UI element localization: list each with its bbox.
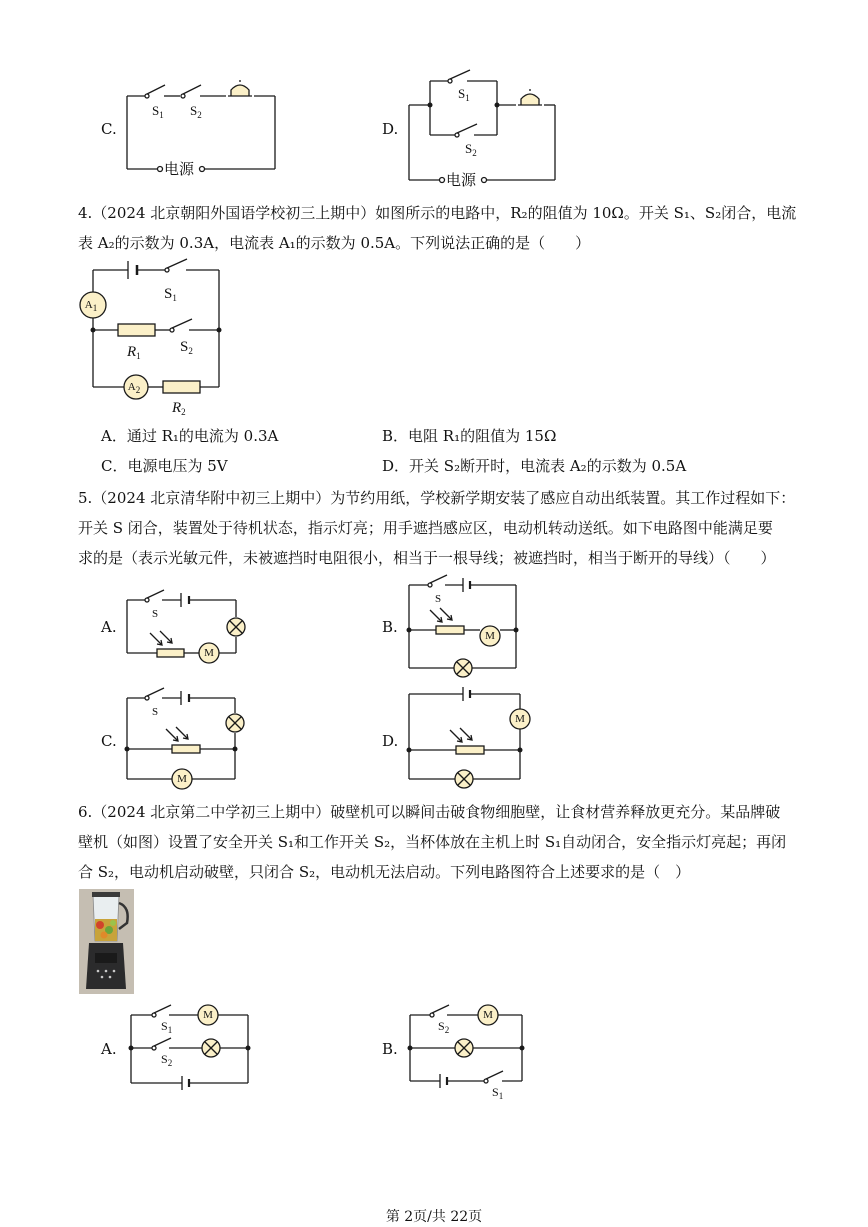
q3c-power-label: 电源 xyxy=(164,162,195,178)
q3c-s2-label: $S_2$ xyxy=(190,103,202,120)
q6-option-b-label: B. xyxy=(382,1040,398,1058)
q3-option-c-label: C. xyxy=(101,120,117,138)
svg-text:M: M xyxy=(177,773,187,785)
q6b-junction xyxy=(520,1046,525,1051)
svg-text:M: M xyxy=(515,713,525,725)
q6b-battery-icon xyxy=(440,1074,447,1088)
q6-option-a-label: A. xyxy=(101,1040,117,1058)
q5-option-d-label: D. xyxy=(382,732,399,750)
q3d-power-label: 电源 xyxy=(446,173,477,189)
svg-text:A1: $A_1$ xyxy=(84,299,98,313)
q5-option-c-label: C. xyxy=(101,732,117,750)
q4-option-c: C．电源电压为 5V xyxy=(101,457,228,475)
q6b-lamp-icon xyxy=(455,1039,473,1057)
q5c-s-label: S xyxy=(152,706,159,718)
q3d-s1-label: $S_1$ xyxy=(458,86,470,103)
q4-r1-label: $R_1$ xyxy=(127,344,141,361)
q6b-switch-s1 xyxy=(484,1071,503,1083)
q6b-switch-s2 xyxy=(430,1005,449,1017)
q5a-s-label: S xyxy=(152,608,159,620)
page-footer: 第 2页/共 22页 xyxy=(385,1209,483,1225)
q5b-s-label: S xyxy=(435,593,442,605)
q4-option-b: B．电阻 R₁的阻值为 15Ω xyxy=(382,427,557,445)
q4-question-text: 4.（2024 北京朝阳外国语学校初三上期中）如图所示的电路中，R₂的阻值为 10Ω。开关 S₁、S₂闭合，电流 表 A₂的示数为 0.3A，电流表 A₁的示数为 0.5A。下列说法正确的是（ ） xyxy=(78,204,797,252)
q4-r2-label: $R_2$ xyxy=(172,400,186,417)
q5-option-a-label: A. xyxy=(101,618,117,636)
q6a-s1-label: $S_1$ xyxy=(161,1019,173,1035)
q5-option-b-label: B. xyxy=(382,618,398,636)
q6b-junction xyxy=(408,1046,413,1051)
svg-text:M: M xyxy=(485,630,495,642)
q4-s2-label: $S_2$ xyxy=(180,339,193,356)
q6a-s2-label: $S_2$ xyxy=(161,1052,173,1068)
q6b-s1-label: $S_1$ xyxy=(492,1085,504,1101)
q6b-s2-label: $S_2$ xyxy=(438,1019,450,1035)
svg-text:M: M xyxy=(203,1009,213,1021)
q4-option-a: A．通过 R₁的电流为 0.3A xyxy=(101,427,279,445)
q4-option-d: D．开关 S₂断开时，电流表 A₂的示数为 0.5A xyxy=(382,457,687,475)
q3d-s2-label: $S_2$ xyxy=(465,141,477,158)
q5-question-text: 5.（2024 北京清华附中初三上期中）为节约用纸，学校新学期安装了感应自动出纸装置。其工作过程如下： 开关 S 闭合，装置处于待机状态，指示灯亮；用手遮挡感应区，电动机转动送纸。如下电路图中能满足要 求的是（表示光敏元件，未被遮挡时电阻很小，相当于一根导线；被遮挡时，相当于断开的导线）（ ） xyxy=(78,489,796,567)
q6-question-text: 6.（2024 北京第二中学初三上期中）破壁机可以瞬间击破食物细胞壁，让食材营养释放更充分。某品牌破 壁机（如图）设置了安全开关 S₁和工作开关 S₂，当杯体放在主机上时 S₁自动闭合，安全指示灯亮起；再闭 合 S₂，电动机启动破壁，只闭合 S₂，电动机无法启动。下列电路图符合上述要求的是（ ） xyxy=(78,803,787,881)
svg-text:M: M xyxy=(204,647,214,659)
q3c-s1-label: $S_1$ xyxy=(152,103,164,120)
svg-text:A2: $A_2$ xyxy=(127,381,141,395)
q4-s1-label: $S_1$ xyxy=(164,286,177,303)
svg-text:M: M xyxy=(483,1009,493,1021)
q6b-motor-icon xyxy=(478,1005,498,1025)
q3-option-d-label: D. xyxy=(382,120,399,138)
